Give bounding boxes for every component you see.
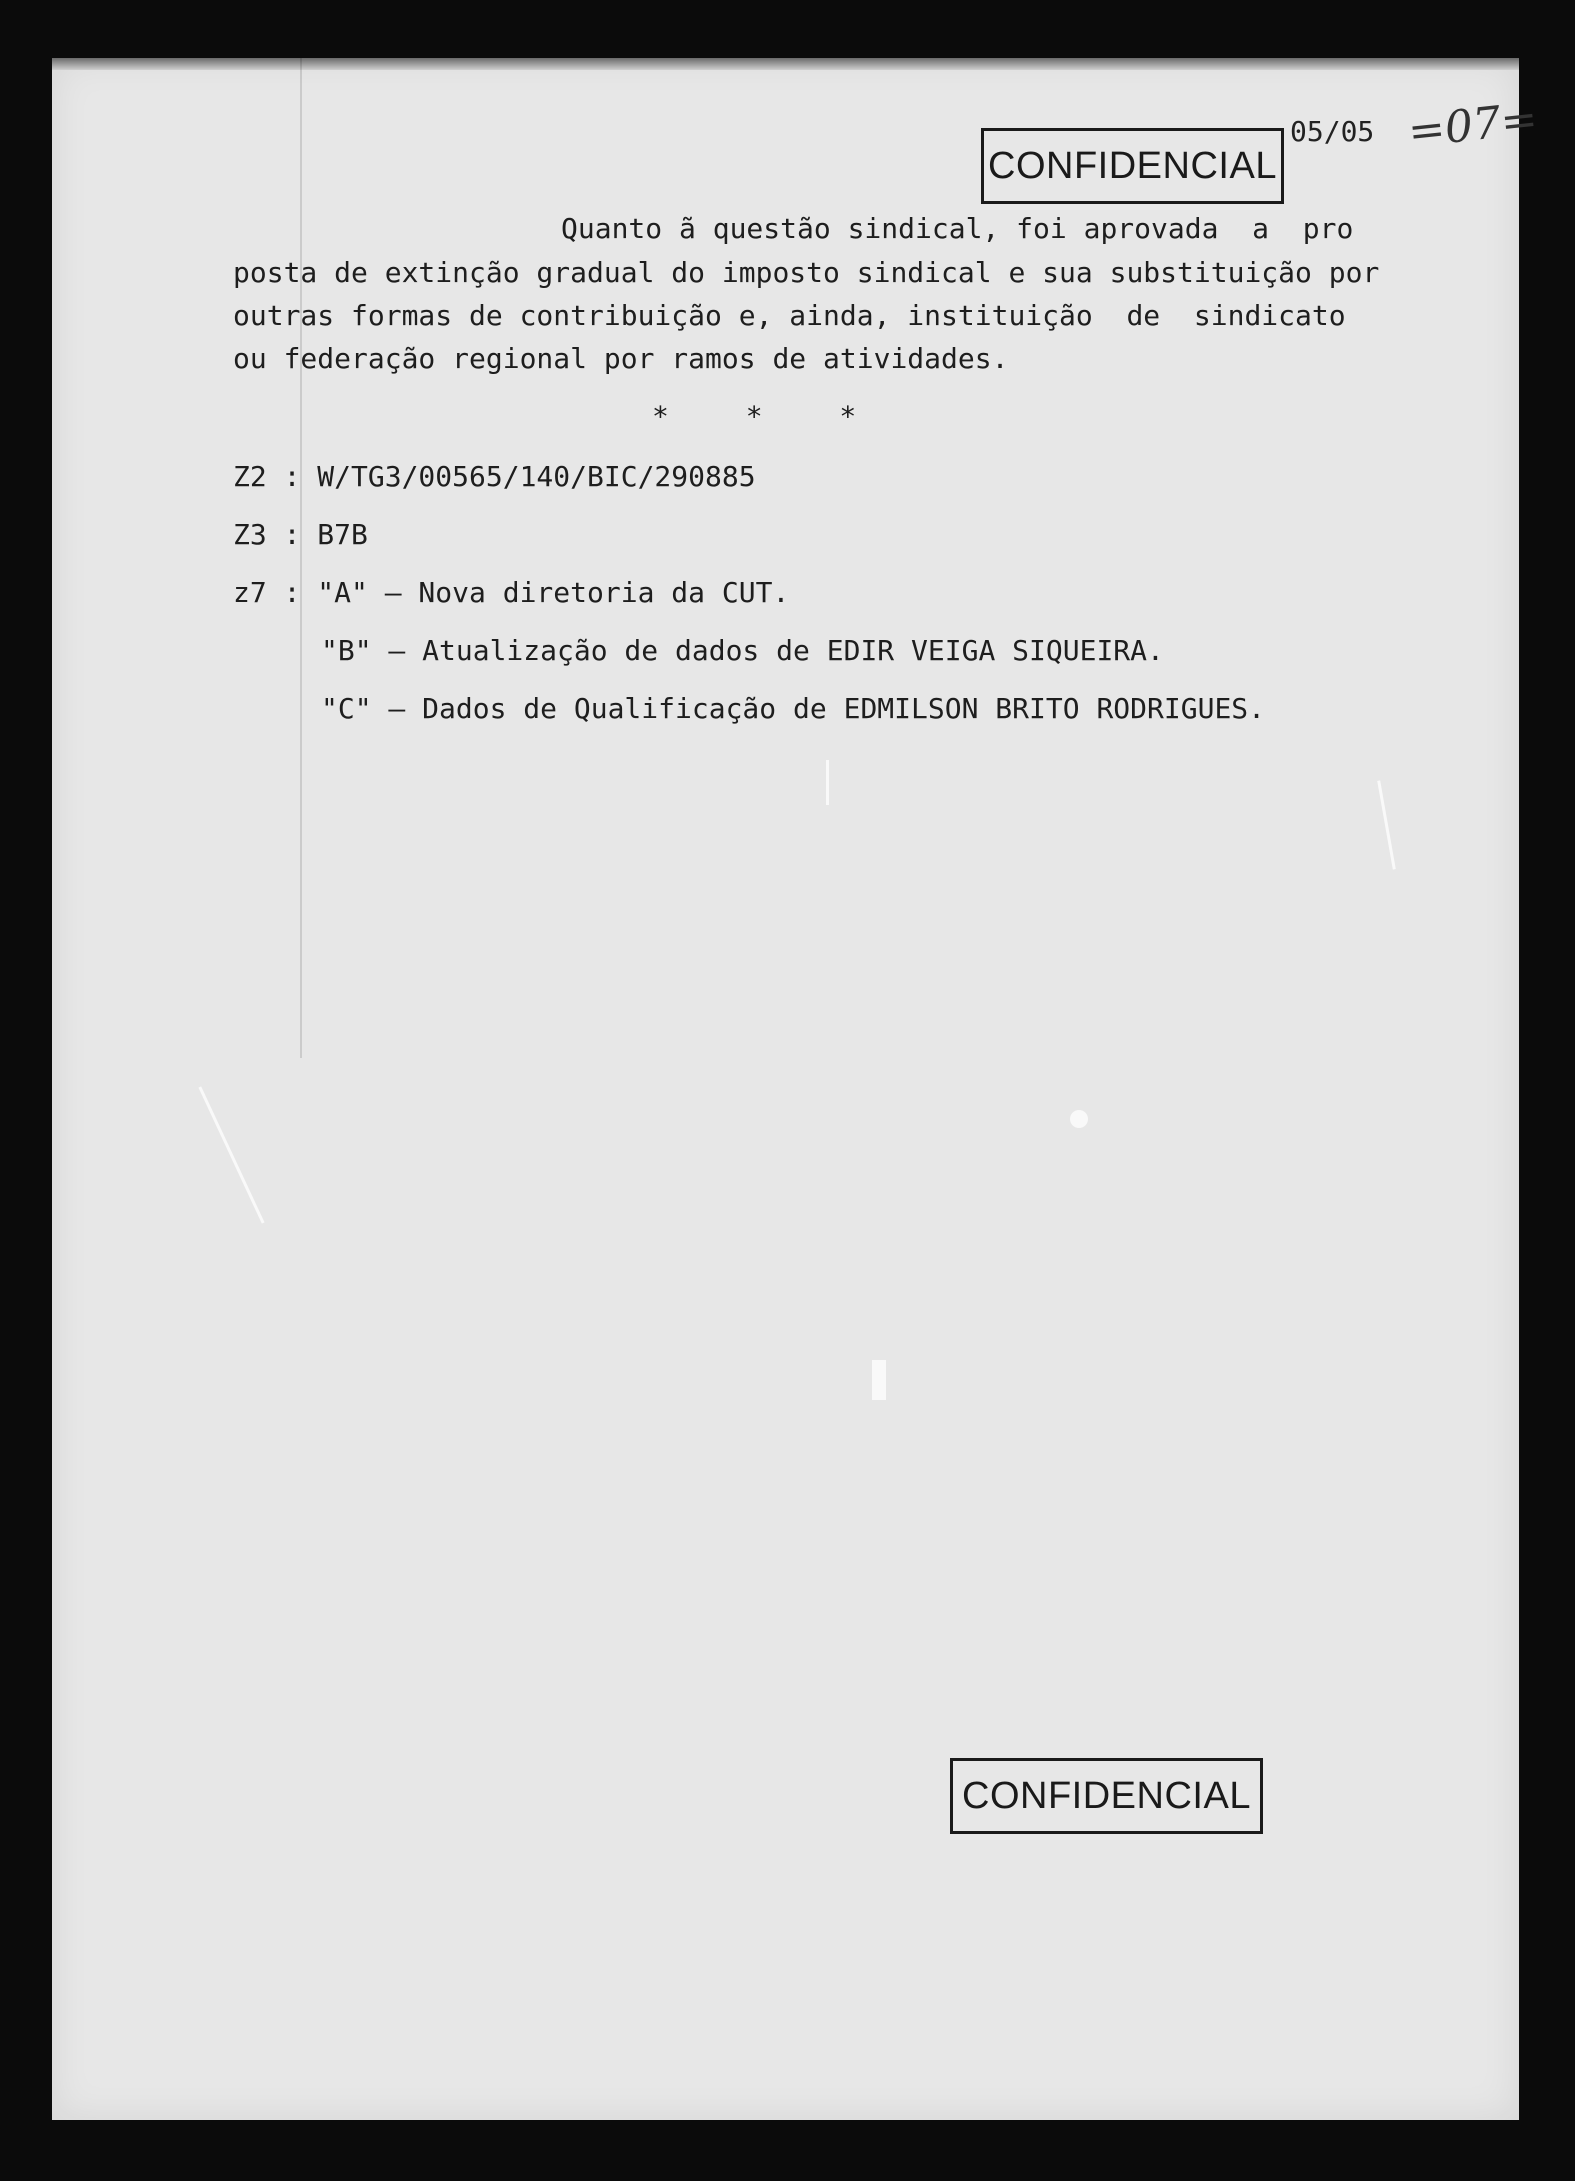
page-top-edge [52,58,1519,70]
scan-artifact [826,760,829,805]
fold-line [300,58,302,1058]
z7-annex-a-line: z7 : "A" – Nova diretoria da CUT. [233,576,790,609]
z7-annex-c-line: "C" – Dados de Qualificação de EDMILSON BRITO RODRIGUES. [321,692,1266,725]
z2-reference-line: Z2 : W/TG3/00565/140/BIC/290885 [233,460,756,493]
section-separator: * * * [652,400,857,433]
scan-artifact [872,1360,886,1400]
paragraph-line: posta de extinção gradual do imposto sindical e sua substituição por [233,256,1380,289]
confidential-stamp-top: CONFIDENCIAL [981,128,1284,204]
handwritten-page-mark: =07= [1405,93,1541,158]
scan-artifact [1070,1110,1088,1128]
page-number: 05/05 [1290,115,1375,148]
paragraph-line: outras formas de contribuição e, ainda, instituição de sindicato [233,299,1346,332]
z7-annex-b-line: "B" – Atualização de dados de EDIR VEIGA SIQUEIRA. [321,634,1164,667]
z3-reference-line: Z3 : B7B [233,518,368,551]
paragraph-line: Quanto ã questão sindical, foi aprovada a pro [561,212,1354,245]
confidential-stamp-bottom: CONFIDENCIAL [950,1758,1263,1834]
paragraph-line: ou federação regional por ramos de atividades. [233,342,1009,375]
